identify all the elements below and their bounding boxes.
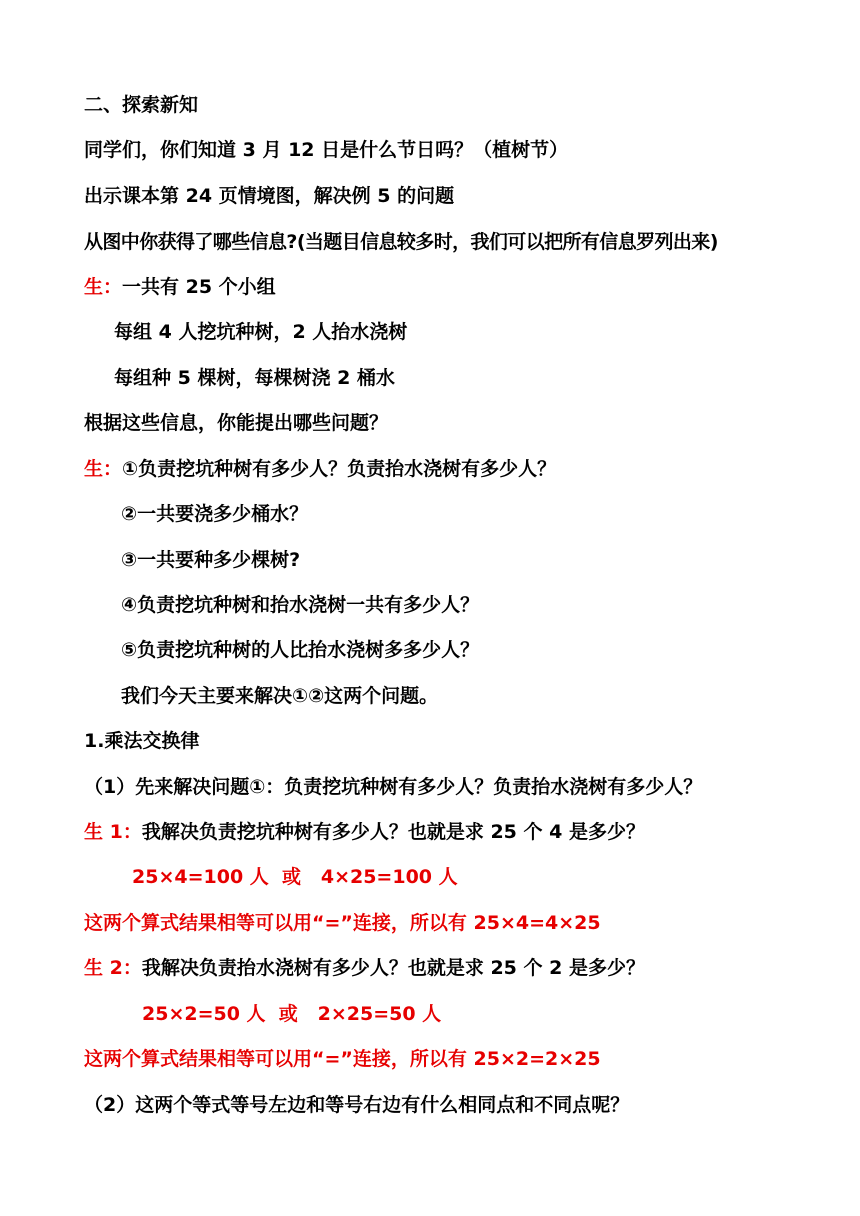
step-1: （1）先来解决问题①：负责挖坑种树有多少人？负责抬水浇树有多少人？ (84, 776, 703, 798)
conclusion-2: 这两个算式结果相等可以用“=”连接，所以有 25×2=2×25 (84, 1048, 601, 1070)
textbook-instruction: 出示课本第 24 页情境图，解决例 5 的问题 (84, 185, 455, 207)
subheading-commutative-law: 1.乘法交换律 (84, 730, 200, 752)
info-line-1: 一共有 25 个小组 (122, 276, 276, 298)
step-2: （2）这两个等式等号左边和等号右边有什么相同点和不同点呢？ (84, 1094, 630, 1116)
problem-item-4: ④负责挖坑种树和抬水浇树一共有多少人？ (121, 594, 480, 616)
equation-2: 25×2=50 人 或 2×25=50 人 (142, 1003, 442, 1025)
student-2-label: 生 2： (84, 957, 142, 979)
student-label: 生： (84, 276, 123, 298)
student-1-label: 生 1： (84, 821, 142, 843)
student-2-answer (84, 955, 645, 981)
student-1-answer (84, 819, 645, 845)
student-label: 生： (84, 458, 123, 480)
student-1-text: 我解决负责挖坑种树有多少人？也就是求 25 个 4 是多少？ (141, 821, 645, 843)
conclusion-1: 这两个算式结果相等可以用“=”连接，所以有 25×4=4×25 (84, 912, 601, 934)
problem-item-1: ①负责挖坑种树有多少人？负责抬水浇树有多少人？ (122, 458, 557, 480)
student-answer-info (84, 274, 276, 300)
student-2-text: 我解决负责抬水浇树有多少人？也就是求 25 个 2 是多少？ (141, 957, 645, 979)
today-goal: 我们今天主要来解决①②这两个问题。 (121, 685, 439, 707)
info-line-2: 每组 4 人挖坑种树，2 人抬水浇树 (114, 321, 408, 343)
info-question: 从图中你获得了哪些信息?(当题目信息较多时，我们可以把所有信息罗列出来) (84, 231, 718, 253)
problem-item-2: ②一共要浇多少桶水？ (121, 503, 309, 525)
problem-item-3: ③一共要种多少棵树? (121, 549, 301, 571)
arbor-day-question: 同学们，你们知道 3 月 12 日是什么节日吗？（植树节） (84, 139, 569, 161)
equation-1: 25×4=100 人 或 4×25=100 人 (132, 866, 458, 888)
student-answer-problems (84, 456, 556, 482)
info-line-3: 每组种 5 棵树，每棵树浇 2 桶水 (114, 367, 395, 389)
section-heading: 二、探索新知 (84, 94, 199, 116)
problem-item-5: ⑤负责挖坑种树的人比抬水浇树多多少人？ (121, 639, 480, 661)
problems-question: 根据这些信息，你能提出哪些问题？ (84, 412, 389, 434)
